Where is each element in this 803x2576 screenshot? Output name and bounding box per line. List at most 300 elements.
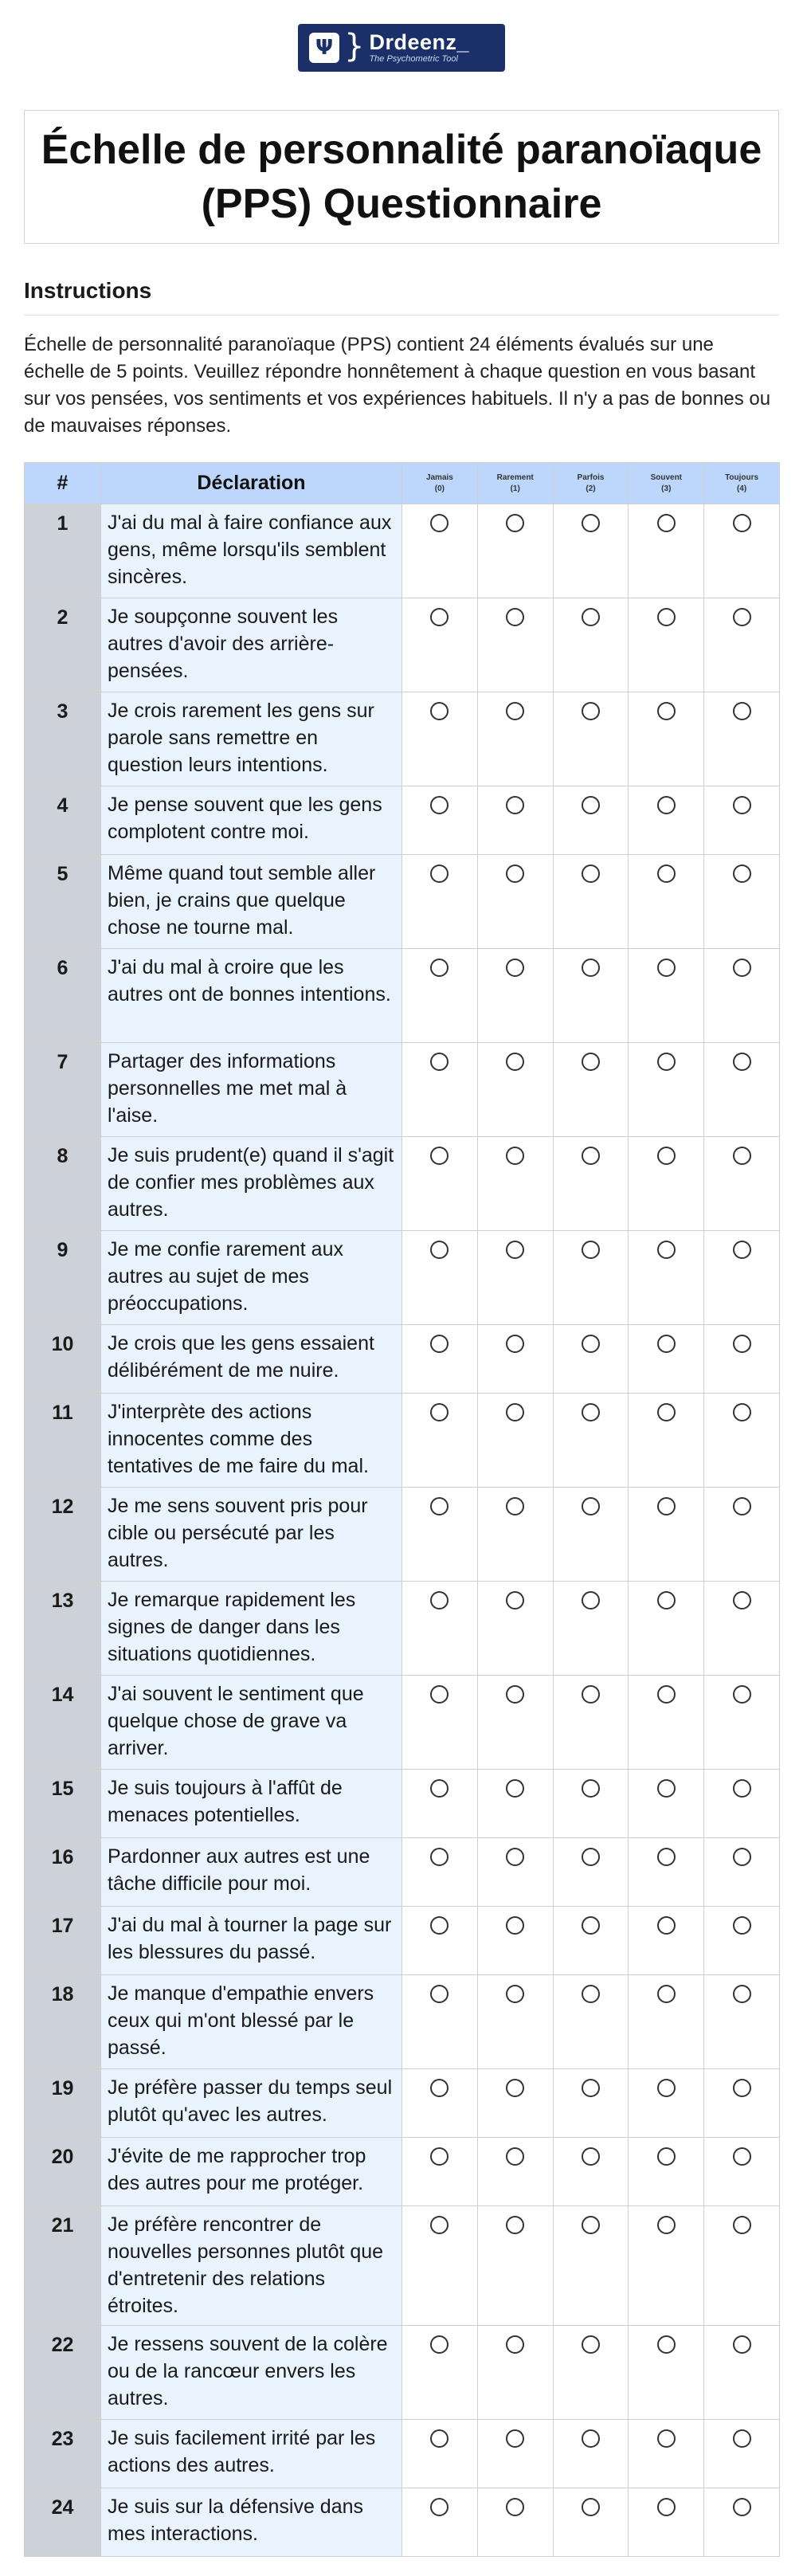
answer-radio-2[interactable]: [582, 1241, 600, 1259]
answer-cell: [629, 504, 704, 598]
answer-radio-0[interactable]: [430, 865, 449, 883]
answer-radio-2[interactable]: [582, 1916, 600, 1935]
question-number: 11: [25, 1394, 101, 1488]
logo-tagline: The Psychometric Tool: [369, 54, 458, 64]
answer-radio-4[interactable]: [733, 1403, 751, 1421]
answer-cell: [402, 1043, 478, 1137]
answer-cell: [704, 2206, 780, 2326]
answer-cell: [477, 949, 553, 1043]
option-value: (4): [736, 484, 747, 493]
answer-radio-4[interactable]: [733, 796, 751, 814]
question-row: [25, 2326, 780, 2420]
answer-cell: [553, 598, 629, 692]
answer-cell: [553, 1582, 629, 1676]
answer-radio-0[interactable]: [430, 2216, 449, 2234]
option-header-never: [402, 463, 478, 504]
question-number: 7: [25, 1043, 101, 1137]
answer-cell: [629, 786, 704, 855]
question-row: [25, 692, 780, 786]
table-header-row: [25, 463, 780, 504]
answer-cell: [704, 504, 780, 598]
answer-radio-1[interactable]: [506, 2079, 524, 2097]
answer-radio-0[interactable]: [430, 1916, 449, 1935]
answer-cell: [477, 692, 553, 786]
answer-radio-1[interactable]: [506, 1779, 524, 1798]
number-column-header: #: [25, 463, 101, 504]
answer-radio-4[interactable]: [733, 1147, 751, 1165]
question-statement: Même quand tout semble aller bien, je crains que quelque chose ne tourne mal.: [101, 855, 402, 949]
answer-cell: [629, 2488, 704, 2557]
answer-radio-4[interactable]: [733, 2498, 751, 2516]
question-statement: Je suis toujours à l'affût de menaces potentielles.: [101, 1770, 402, 1838]
answer-radio-3[interactable]: [657, 1241, 676, 1259]
answer-cell: [704, 1231, 780, 1325]
answer-cell: [402, 2069, 478, 2138]
answer-radio-3[interactable]: [657, 1985, 676, 2003]
answer-radio-1[interactable]: [506, 1403, 524, 1421]
answer-radio-1[interactable]: [506, 1916, 524, 1935]
answer-radio-0[interactable]: [430, 796, 449, 814]
answer-radio-2[interactable]: [582, 1685, 600, 1704]
question-row: [25, 1137, 780, 1231]
question-statement: J'ai du mal à croire que les autres ont de bonnes intentions.: [101, 949, 402, 1043]
answer-cell: [629, 1676, 704, 1770]
answer-cell: [704, 786, 780, 855]
answer-radio-1[interactable]: [506, 1848, 524, 1866]
question-statement: Pardonner aux autres est une tâche difficile pour moi.: [101, 1838, 402, 1907]
answer-cell: [704, 598, 780, 692]
answer-radio-3[interactable]: [657, 1848, 676, 1866]
answer-radio-2[interactable]: [582, 1335, 600, 1353]
question-row: [25, 2138, 780, 2206]
question-statement: J'ai du mal à tourner la page sur les blessures du passé.: [101, 1907, 402, 1975]
question-number: 18: [25, 1975, 101, 2069]
question-statement: Je crois que les gens essaient délibérément de me nuire.: [101, 1325, 402, 1394]
question-statement: Partager des informations personnelles me met mal à l'aise.: [101, 1043, 402, 1137]
answer-radio-4[interactable]: [733, 1916, 751, 1935]
answer-cell: [629, 1394, 704, 1488]
answer-radio-3[interactable]: [657, 2216, 676, 2234]
answer-cell: [629, 1582, 704, 1676]
answer-cell: [402, 855, 478, 949]
answer-cell: [477, 1137, 553, 1231]
answer-cell: [629, 1137, 704, 1231]
question-statement: Je crois rarement les gens sur parole sans remettre en question leurs intentions.: [101, 692, 402, 786]
question-statement: Je préfère rencontrer de nouvelles personnes plutôt que d'entretenir des relations étroites.: [101, 2206, 402, 2326]
question-row: [25, 2488, 780, 2557]
option-label: Souvent: [650, 472, 683, 482]
question-statement: Je pense souvent que les gens complotent contre moi.: [101, 786, 402, 855]
answer-radio-3[interactable]: [657, 608, 676, 626]
answer-radio-1[interactable]: [506, 1147, 524, 1165]
answer-cell: [704, 1907, 780, 1975]
answer-radio-3[interactable]: [657, 514, 676, 532]
answer-cell: [402, 1231, 478, 1325]
answer-radio-2[interactable]: [582, 796, 600, 814]
instructions-heading: Instructions: [24, 276, 779, 316]
answer-cell: [553, 949, 629, 1043]
answer-radio-0[interactable]: [430, 959, 449, 977]
answer-radio-3[interactable]: [657, 1403, 676, 1421]
answer-radio-2[interactable]: [582, 2335, 600, 2354]
answer-cell: [553, 504, 629, 598]
answer-radio-4[interactable]: [733, 865, 751, 883]
option-header-rarely: [477, 463, 553, 504]
answer-cell: [477, 598, 553, 692]
answer-radio-0[interactable]: [430, 2335, 449, 2354]
answer-radio-1[interactable]: [506, 608, 524, 626]
option-value: (2): [586, 484, 596, 493]
answer-cell: [553, 855, 629, 949]
answer-radio-2[interactable]: [582, 1147, 600, 1165]
question-row: [25, 2420, 780, 2488]
answer-radio-0[interactable]: [430, 2429, 449, 2448]
question-number: 13: [25, 1582, 101, 1676]
answer-cell: [402, 692, 478, 786]
answer-radio-1[interactable]: [506, 2216, 524, 2234]
answer-cell: [477, 1394, 553, 1488]
answer-radio-2[interactable]: [582, 1497, 600, 1515]
option-label: Toujours: [725, 472, 759, 482]
answer-cell: [553, 692, 629, 786]
answer-radio-0[interactable]: [430, 1591, 449, 1610]
answer-cell: [553, 1043, 629, 1137]
option-value: (0): [434, 484, 445, 493]
answer-radio-3[interactable]: [657, 959, 676, 977]
answer-cell: [402, 1770, 478, 1838]
answer-cell: [629, 2420, 704, 2488]
answer-radio-1[interactable]: [506, 2498, 524, 2516]
logo-name: Drdeenz_: [369, 30, 469, 54]
answer-radio-3[interactable]: [657, 1147, 676, 1165]
answer-radio-0[interactable]: [430, 702, 449, 720]
answer-cell: [629, 692, 704, 786]
answer-cell: [704, 1137, 780, 1231]
answer-radio-2[interactable]: [582, 865, 600, 883]
question-number: 4: [25, 786, 101, 855]
answer-cell: [704, 1325, 780, 1394]
answer-cell: [553, 2206, 629, 2326]
question-number: 24: [25, 2488, 101, 2557]
answer-radio-1[interactable]: [506, 1685, 524, 1704]
answer-radio-2[interactable]: [582, 2498, 600, 2516]
answer-radio-0[interactable]: [430, 1335, 449, 1353]
answer-radio-0[interactable]: [430, 1403, 449, 1421]
answer-cell: [553, 2069, 629, 2138]
answer-cell: [704, 949, 780, 1043]
question-number: 15: [25, 1770, 101, 1838]
answer-cell: [629, 2206, 704, 2326]
answer-radio-4[interactable]: [733, 1241, 751, 1259]
answer-radio-1[interactable]: [506, 796, 524, 814]
answer-radio-0[interactable]: [430, 2147, 449, 2166]
question-row: [25, 1676, 780, 1770]
answer-radio-4[interactable]: [733, 1335, 751, 1353]
answer-radio-3[interactable]: [657, 1779, 676, 1798]
answer-radio-3[interactable]: [657, 2429, 676, 2448]
option-label: Parfois: [577, 472, 605, 482]
answer-radio-1[interactable]: [506, 1591, 524, 1610]
answer-cell: [704, 1043, 780, 1137]
answer-radio-4[interactable]: [733, 1053, 751, 1071]
answer-cell: [629, 949, 704, 1043]
option-value: (1): [510, 484, 520, 493]
answer-cell: [629, 1488, 704, 1582]
answer-radio-4[interactable]: [733, 1848, 751, 1866]
answer-radio-1[interactable]: [506, 1497, 524, 1515]
question-number: 19: [25, 2069, 101, 2138]
question-statement: Je ressens souvent de la colère ou de la rancœur envers les autres.: [101, 2326, 402, 2420]
question-row: [25, 1770, 780, 1838]
question-statement: Je suis prudent(e) quand il s'agit de confier mes problèmes aux autres.: [101, 1137, 402, 1231]
answer-cell: [477, 2488, 553, 2557]
answer-radio-2[interactable]: [582, 514, 600, 532]
answer-radio-4[interactable]: [733, 1591, 751, 1610]
answer-cell: [553, 1394, 629, 1488]
psi-icon: Ψ: [309, 33, 339, 63]
statement-column-header: Déclaration: [101, 463, 402, 504]
answer-radio-4[interactable]: [733, 608, 751, 626]
answer-radio-2[interactable]: [582, 1053, 600, 1071]
answer-radio-0[interactable]: [430, 608, 449, 626]
answer-cell: [402, 504, 478, 598]
answer-radio-2[interactable]: [582, 2429, 600, 2448]
answer-radio-2[interactable]: [582, 2147, 600, 2166]
question-number: 2: [25, 598, 101, 692]
answer-radio-4[interactable]: [733, 1985, 751, 2003]
answer-radio-2[interactable]: [582, 1985, 600, 2003]
answer-cell: [553, 786, 629, 855]
answer-radio-2[interactable]: [582, 2216, 600, 2234]
option-label: Jamais: [425, 472, 453, 482]
answer-radio-3[interactable]: [657, 865, 676, 883]
question-statement: J'ai souvent le sentiment que quelque chose de grave va arriver.: [101, 1676, 402, 1770]
question-number: 5: [25, 855, 101, 949]
instructions-text: Échelle de personnalité paranoïaque (PPS) contient 24 éléments évalués sur une échelle de 5 points. Veuillez répondre honnêtement à chaque question en vous basant sur vos pensées, vos sentiments et vos expériences habituels. Il n'y a pas de bonnes ou de mauvaises réponses.: [24, 334, 771, 437]
question-statement: Je suis sur la défensive dans mes interactions.: [101, 2488, 402, 2557]
question-row: [25, 504, 780, 598]
answer-cell: [629, 1325, 704, 1394]
question-row: [25, 1394, 780, 1488]
answer-cell: [704, 1394, 780, 1488]
question-number: 12: [25, 1488, 101, 1582]
answer-radio-4[interactable]: [733, 1685, 751, 1704]
answer-radio-4[interactable]: [733, 2079, 751, 2097]
answer-radio-3[interactable]: [657, 1916, 676, 1935]
answer-radio-3[interactable]: [657, 702, 676, 720]
question-row: [25, 1043, 780, 1137]
answer-cell: [477, 1907, 553, 1975]
answer-cell: [402, 1975, 478, 2069]
answer-radio-2[interactable]: [582, 959, 600, 977]
question-number: 6: [25, 949, 101, 1043]
answer-radio-0[interactable]: [430, 1241, 449, 1259]
question-row: [25, 949, 780, 1043]
question-row: [25, 1975, 780, 2069]
answer-cell: [553, 1838, 629, 1907]
answer-cell: [553, 2488, 629, 2557]
answer-cell: [477, 2420, 553, 2488]
brand-logo: [298, 24, 505, 72]
question-number: 8: [25, 1137, 101, 1231]
answer-radio-3[interactable]: [657, 1335, 676, 1353]
answer-cell: [477, 2069, 553, 2138]
answer-cell: [402, 949, 478, 1043]
answer-cell: [553, 2326, 629, 2420]
answer-cell: [553, 1325, 629, 1394]
answer-cell: [402, 1325, 478, 1394]
answer-cell: [402, 1907, 478, 1975]
answer-cell: [402, 2420, 478, 2488]
answer-radio-0[interactable]: [430, 1779, 449, 1798]
answer-cell: [629, 855, 704, 949]
answer-cell: [553, 1488, 629, 1582]
answer-cell: [704, 1838, 780, 1907]
answer-radio-4[interactable]: [733, 1779, 751, 1798]
answer-radio-4[interactable]: [733, 1497, 751, 1515]
answer-radio-1[interactable]: [506, 514, 524, 532]
answer-cell: [553, 1770, 629, 1838]
title-box: [24, 110, 779, 244]
answer-radio-2[interactable]: [582, 1591, 600, 1610]
answer-cell: [553, 2420, 629, 2488]
answer-cell: [402, 2326, 478, 2420]
question-statement: Je me sens souvent pris pour cible ou persécuté par les autres.: [101, 1488, 402, 1582]
answer-radio-4[interactable]: [733, 959, 751, 977]
answer-radio-1[interactable]: [506, 1985, 524, 2003]
page-title: Échelle de personnalité paranoïaque (PPS) Questionnaire: [41, 127, 762, 227]
answer-radio-3[interactable]: [657, 2335, 676, 2354]
answer-cell: [629, 1770, 704, 1838]
question-row: [25, 1907, 780, 1975]
question-number: 3: [25, 692, 101, 786]
answer-cell: [629, 2138, 704, 2206]
answer-radio-3[interactable]: [657, 2498, 676, 2516]
question-statement: Je suis facilement irrité par les actions des autres.: [101, 2420, 402, 2488]
answer-radio-1[interactable]: [506, 1335, 524, 1353]
option-label: Rarement: [496, 472, 534, 482]
answer-cell: [629, 1838, 704, 1907]
question-statement: Je me confie rarement aux autres au sujet de mes préoccupations.: [101, 1231, 402, 1325]
question-number: 17: [25, 1907, 101, 1975]
answer-radio-3[interactable]: [657, 1053, 676, 1071]
answer-radio-1[interactable]: [506, 865, 524, 883]
answer-radio-2[interactable]: [582, 2079, 600, 2097]
answer-radio-0[interactable]: [430, 1497, 449, 1515]
question-row: [25, 2069, 780, 2138]
answer-cell: [629, 1231, 704, 1325]
answer-radio-0[interactable]: [430, 1053, 449, 1071]
question-row: [25, 2206, 780, 2326]
answer-cell: [477, 786, 553, 855]
answer-cell: [477, 1838, 553, 1907]
answer-radio-1[interactable]: [506, 1053, 524, 1071]
answer-cell: [553, 1907, 629, 1975]
answer-radio-0[interactable]: [430, 2498, 449, 2516]
answer-cell: [629, 598, 704, 692]
question-number: 20: [25, 2138, 101, 2206]
question-number: 9: [25, 1231, 101, 1325]
question-row: [25, 1488, 780, 1582]
answer-radio-2[interactable]: [582, 702, 600, 720]
answer-radio-0[interactable]: [430, 514, 449, 532]
answer-radio-4[interactable]: [733, 514, 751, 532]
answer-radio-3[interactable]: [657, 1591, 676, 1610]
option-header-always: [704, 463, 780, 504]
question-row: [25, 855, 780, 949]
question-statement: Je manque d'empathie envers ceux qui m'ont blessé par le passé.: [101, 1975, 402, 2069]
option-header-often: [629, 463, 704, 504]
answer-cell: [402, 2488, 478, 2557]
answer-radio-1[interactable]: [506, 959, 524, 977]
answer-cell: [704, 2488, 780, 2557]
option-value: (3): [661, 484, 672, 493]
answer-radio-3[interactable]: [657, 796, 676, 814]
question-statement: J'interprète des actions innocentes comme des tentatives de me faire du mal.: [101, 1394, 402, 1488]
answer-radio-2[interactable]: [582, 1779, 600, 1798]
answer-cell: [704, 2420, 780, 2488]
answer-radio-4[interactable]: [733, 2147, 751, 2166]
question-number: 22: [25, 2326, 101, 2420]
question-row: [25, 1582, 780, 1676]
question-row: [25, 786, 780, 855]
answer-radio-0[interactable]: [430, 2079, 449, 2097]
answer-radio-0[interactable]: [430, 1685, 449, 1704]
answer-radio-2[interactable]: [582, 1848, 600, 1866]
questionnaire-table: [24, 462, 780, 2557]
answer-radio-4[interactable]: [733, 2335, 751, 2354]
answer-radio-3[interactable]: [657, 2147, 676, 2166]
answer-cell: [402, 1676, 478, 1770]
answer-radio-1[interactable]: [506, 702, 524, 720]
answer-radio-1[interactable]: [506, 1241, 524, 1259]
answer-radio-4[interactable]: [733, 702, 751, 720]
answer-cell: [402, 1488, 478, 1582]
answer-cell: [477, 1488, 553, 1582]
answer-cell: [553, 1137, 629, 1231]
answer-cell: [704, 1676, 780, 1770]
answer-radio-1[interactable]: [506, 2429, 524, 2448]
answer-cell: [553, 1231, 629, 1325]
answer-radio-4[interactable]: [733, 2429, 751, 2448]
answer-radio-1[interactable]: [506, 2335, 524, 2354]
answer-cell: [402, 2138, 478, 2206]
answer-radio-4[interactable]: [733, 2216, 751, 2234]
answer-cell: [477, 1975, 553, 2069]
answer-radio-3[interactable]: [657, 1685, 676, 1704]
answer-radio-2[interactable]: [582, 1403, 600, 1421]
answer-cell: [704, 1582, 780, 1676]
question-number: 23: [25, 2420, 101, 2488]
answer-cell: [704, 692, 780, 786]
answer-radio-2[interactable]: [582, 608, 600, 626]
answer-cell: [402, 1137, 478, 1231]
answer-radio-3[interactable]: [657, 1497, 676, 1515]
answer-cell: [477, 1325, 553, 1394]
answer-radio-0[interactable]: [430, 1147, 449, 1165]
answer-radio-3[interactable]: [657, 2079, 676, 2097]
question-row: [25, 1325, 780, 1394]
answer-cell: [553, 1676, 629, 1770]
answer-cell: [477, 2206, 553, 2326]
answer-radio-0[interactable]: [430, 1985, 449, 2003]
answer-radio-1[interactable]: [506, 2147, 524, 2166]
answer-cell: [477, 855, 553, 949]
question-statement: Je remarque rapidement les signes de danger dans les situations quotidiennes.: [101, 1582, 402, 1676]
answer-radio-0[interactable]: [430, 1848, 449, 1866]
answer-cell: [629, 2069, 704, 2138]
answer-cell: [629, 1975, 704, 2069]
